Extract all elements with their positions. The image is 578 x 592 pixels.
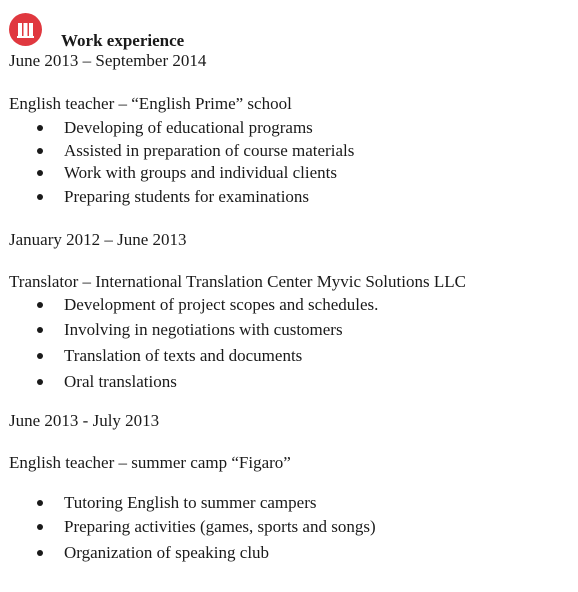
job-role: Translator – International Translation Center Myvic Solutions LLC	[9, 272, 466, 291]
duty-item: Oral translations	[0, 372, 378, 392]
book-icon	[9, 13, 42, 46]
duty-item: Organization of speaking club	[0, 543, 376, 563]
job-period: January 2012 – June 2013	[9, 230, 187, 249]
job-role: English teacher – “English Prime” school	[9, 94, 292, 113]
duty-item: Involving in negotiations with customers	[0, 320, 378, 340]
duty-list	[0, 295, 378, 392]
duty-list	[0, 493, 376, 563]
job-period: June 2013 – September 2014	[9, 51, 207, 70]
job-role: English teacher – summer camp “Figaro”	[9, 453, 291, 472]
duty-item: Tutoring English to summer campers	[0, 493, 376, 513]
duty-item: Developing of educational programs	[0, 118, 354, 138]
duty-list	[0, 118, 354, 207]
duty-item: Preparing activities (games, sports and songs)	[0, 517, 376, 537]
duty-item: Assisted in preparation of course materials	[0, 141, 354, 161]
job-period: June 2013 - July 2013	[9, 411, 160, 430]
duty-item: Translation of texts and documents	[0, 346, 378, 366]
section-title: Work experience	[61, 31, 185, 50]
duty-item: Work with groups and individual clients	[0, 163, 354, 183]
duty-item: Development of project scopes and schedules.	[0, 295, 378, 315]
duty-item: Preparing students for examinations	[0, 187, 354, 207]
